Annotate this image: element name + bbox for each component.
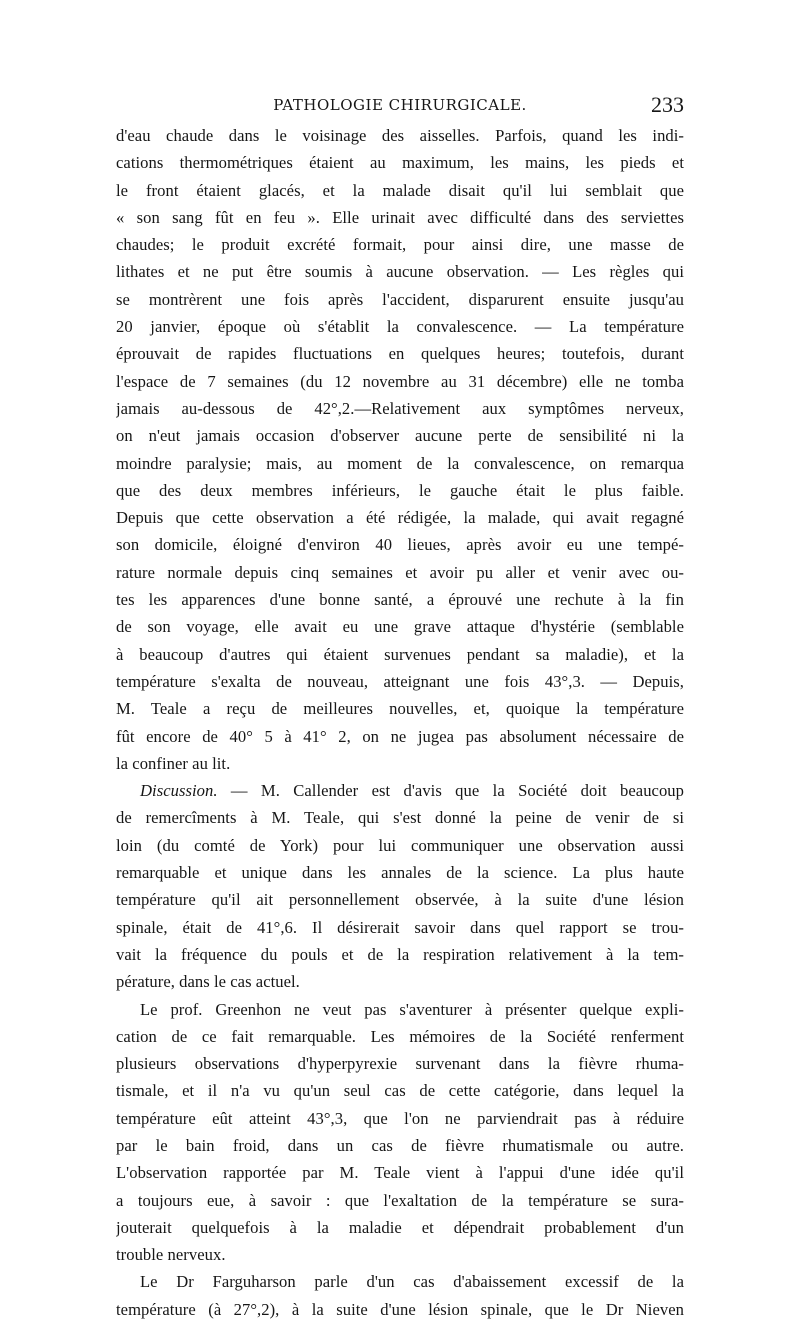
text-line: d'eau chaude dans le voisinage des aisselles. Parfois, quand les indi- <box>116 126 684 145</box>
text-line: vait la fréquence du pouls et de la respiration relativement à la tem- <box>116 944 684 964</box>
page-number: 233 <box>651 92 684 117</box>
text-line: rature normale depuis cinq semaines et avoir pu aller et venir avec ou- <box>116 562 684 582</box>
text-line: Depuis que cette observation a été rédigée, la malade, qui avait regagné <box>116 508 684 528</box>
text-line: remarquable et unique dans les annales de la science. La plus haute <box>116 863 684 883</box>
text-line: plusieurs observations d'hyperpyrexie survenant dans la fièvre rhuma- <box>116 1054 684 1074</box>
text-line: cations thermométriques étaient au maximum, les mains, les pieds et <box>116 153 684 173</box>
text-line: trouble nerveux. <box>116 1245 226 1265</box>
text-line: jouterait quelquefois à la maladie et dépendrait probablement d'un <box>116 1217 684 1237</box>
text-line: lithates et ne put être soumis à aucune observation. — Les règles qui <box>116 262 684 282</box>
text-line: L'observation rapportée par M. Teale vient à l'appui d'une idée qu'il <box>116 1163 684 1183</box>
text-line: fût encore de 40° 5 à 41° 2, on ne jugea pas absolument nécessaire de <box>116 726 684 746</box>
text-line: pérature, dans le cas actuel. <box>116 972 300 992</box>
text-line: température s'exalta de nouveau, atteignant une fois 43°,3. — Depuis, <box>116 671 684 691</box>
text-line: cation de ce fait remarquable. Les mémoires de la Société renferment <box>116 1026 684 1046</box>
text-line: 20 janvier, époque où s'établit la convalescence. — La température <box>116 317 684 337</box>
text-line: chaudes; le produit excrété formait, pour ainsi dire, une masse de <box>116 235 684 255</box>
paragraph <box>116 996 684 1269</box>
text-line: M. Teale a reçu de meilleures nouvelles, et, quoique la température <box>116 699 684 719</box>
text-line: de son voyage, elle avait eu une grave attaque d'hystérie (semblable <box>116 617 684 637</box>
paragraph <box>116 1268 684 1323</box>
running-title: PATHOLOGIE CHIRURGICALE. <box>273 96 527 114</box>
text-line: « son sang fût en feu ». Elle urinait avec difficulté dans des serviettes <box>116 207 684 227</box>
text-line: tismale, et il n'a vu qu'un seul cas de cette catégorie, dans lequel la <box>116 1081 684 1101</box>
text-line <box>116 777 684 804</box>
text-line: la confiner au lit. <box>116 753 231 773</box>
text-line: température qu'il ait personnellement observée, à la suite d'une lésion <box>116 890 684 910</box>
text-line: le front étaient glacés, et la malade disait qu'il lui semblait que <box>116 180 684 200</box>
text-line: par le bain froid, dans un cas de fièvre rhumatismale ou autre. <box>116 1135 684 1155</box>
text-fragment: — M. Callender est d'avis que la Société doit beaucoup <box>217 781 684 801</box>
text-line: à beaucoup d'autres qui étaient survenues pendant sa maladie), et la <box>116 644 684 664</box>
paragraph-discussion <box>116 777 684 995</box>
text-line: se montrèrent une fois après l'accident, disparurent ensuite jusqu'au <box>116 289 684 309</box>
text-line: moindre paralysie; mais, au moment de la convalescence, on remarqua <box>116 453 684 473</box>
text-line: de remercîments à M. Teale, qui s'est donné la peine de venir de si <box>116 808 684 828</box>
running-head <box>116 92 684 120</box>
text-line: tes les apparences d'une bonne santé, a éprouvé une rechute à la fin <box>116 590 684 610</box>
discussion-label: Discussion. <box>140 781 218 801</box>
text-line: loin (du comté de York) pour lui communiquer une observation aussi <box>116 835 684 855</box>
text-line: son domicile, éloigné d'environ 40 lieues, après avoir eu une tempé- <box>116 535 684 555</box>
text-line: Le prof. Greenhon ne veut pas s'aventurer à présenter quelque expli- <box>140 999 684 1019</box>
paragraph <box>116 122 684 777</box>
text-line: a toujours eue, à savoir : que l'exaltation de la température se sura- <box>116 1190 684 1210</box>
text-line: Le Dr Farguharson parle d'un cas d'abaissement excessif de la <box>140 1272 684 1292</box>
text-line: température eût atteint 43°,3, que l'on ne parviendrait pas à réduire <box>116 1108 684 1128</box>
body-text <box>116 122 684 1323</box>
text-line: que des deux membres inférieurs, le gauche était le plus faible. <box>116 480 684 500</box>
text-line: l'espace de 7 semaines (du 12 novembre au 31 décembre) elle ne tomba <box>116 371 684 391</box>
text-line: on n'eut jamais occasion d'observer aucune perte de sensibilité ni la <box>116 426 684 446</box>
text-line: jamais au-dessous de 42°,2.—Relativement aux symptômes nerveux, <box>116 398 684 418</box>
text-line: température (à 27°,2), à la suite d'une lésion spinale, que le Dr Nieven <box>116 1299 684 1319</box>
text-line: éprouvait de rapides fluctuations en quelques heures; toutefois, durant <box>116 344 684 364</box>
text-line: spinale, était de 41°,6. Il désirerait savoir dans quel rapport se trou- <box>116 917 684 937</box>
